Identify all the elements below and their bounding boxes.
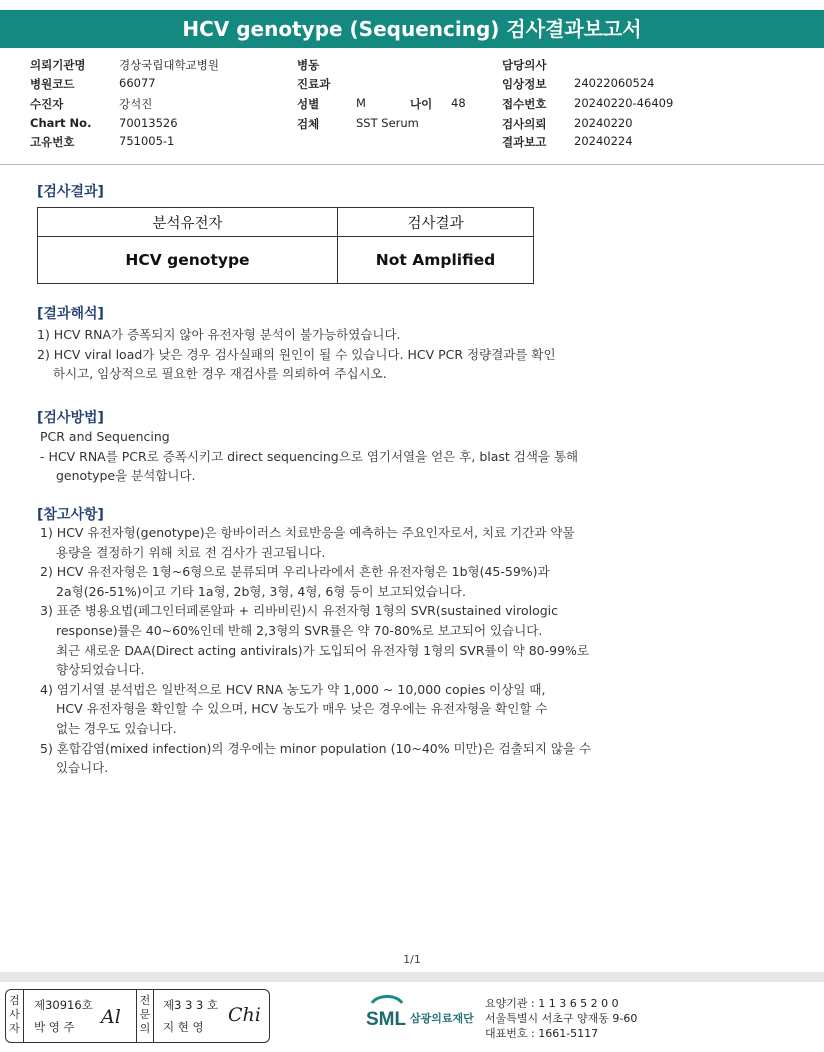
- note-3a: 3) 표준 병용요법(페그인터페론알파 + 리바비린)시 유전자형 1형의 SVR(sustained virologic: [40, 603, 559, 619]
- note-4b: HCV 유전자형을 확인할 수 있으며, HCV 농도가 매우 낮은 경우에는 유전자형을 확인할 수: [56, 701, 548, 717]
- receipt-no-value: 20240220-46409: [574, 96, 674, 110]
- examiner-signature: Al: [101, 1006, 121, 1028]
- specimen-value: SST Serum: [356, 116, 419, 130]
- institution-label: 의뢰기관명: [30, 58, 86, 72]
- interpretation-line-2a: 2) HCV viral load가 낮은 경우 검사실패의 원인이 될 수 있습니다. HCV PCR 정량결과를 확인: [37, 346, 556, 362]
- request-date-value: 20240220: [574, 116, 633, 130]
- note-1b: 용량을 결정하기 위해 치료 전 검사가 권고됩니다.: [56, 544, 326, 560]
- report-date-label: 결과보고: [502, 135, 547, 149]
- sml-logo-icon: [366, 995, 408, 1029]
- clinical-info-label: 임상정보: [502, 77, 547, 91]
- result-cell: Not Amplified: [338, 237, 534, 284]
- method-line-2a: - HCV RNA를 PCR로 증폭시키고 direct sequencing으로 염기서열을 얻은 후, blast 검색을 통해: [40, 448, 579, 464]
- specialist-label-text: 전문의: [139, 994, 151, 1035]
- org-name: 삼광의료재단: [410, 1012, 474, 1025]
- report-date-value: 20240224: [574, 134, 633, 148]
- report-title: HCV genotype (Sequencing) 검사결과보고서: [0, 10, 824, 48]
- col-result-header: 검사결과: [338, 208, 534, 237]
- method-section-title: [검사방법]: [37, 410, 104, 426]
- specimen-label: 검체: [297, 117, 320, 131]
- note-2a: 2) HCV 유전자형은 1형~6형으로 분류되며 우리나라에서 흔한 유전자형은 1b형(45-59%)과: [40, 564, 550, 580]
- examiner-label-text: 검사자: [9, 994, 20, 1035]
- phone: 대표번호 : 1661-5117: [485, 1027, 599, 1040]
- examiner-license: 제30916호: [34, 998, 93, 1012]
- hospital-code-label: 병원코드: [30, 77, 75, 91]
- request-date-label: 검사의뢰: [502, 117, 547, 131]
- dept-label: 진료과: [297, 77, 331, 91]
- age-label: 나이: [410, 97, 433, 111]
- note-5a: 5) 혼합감염(mixed infection)의 경우에는 minor population (10~40% 미만)은 검출되지 않을 수: [40, 740, 592, 756]
- results-section-title: [검사결과]: [37, 184, 104, 200]
- specialist-name: 지 현 영: [163, 1020, 204, 1034]
- specialist-license: 제3 3 3 호: [163, 998, 219, 1012]
- method-text: [40, 427, 578, 486]
- patient-value: 강석진: [119, 97, 153, 111]
- interpretation-text: [37, 325, 556, 384]
- note-3c: 최근 새로운 DAA(Direct acting antivirals)가 도입되어 유전자형 1형의 SVR률이 약 80-99%로: [56, 642, 589, 658]
- interpretation-section-title: [결과해석]: [37, 306, 104, 322]
- note-1a: 1) HCV 유전자형(genotype)은 항바이러스 치료반응을 예측하는 주요인자로서, 치료 기간과 약물: [40, 525, 575, 540]
- specialist-signature: Chi: [228, 1004, 261, 1026]
- patient-label: 수진자: [30, 97, 64, 111]
- receipt-no-label: 접수번호: [502, 97, 547, 111]
- interpretation-line-1: 1) HCV RNA가 증폭되지 않아 유전자형 분석이 불가능하였습니다.: [37, 327, 401, 342]
- note-4c: 없는 경우도 있습니다.: [56, 720, 177, 736]
- method-line-2b: genotype을 분석합니다.: [56, 468, 196, 484]
- col-gene-header: 분석유전자: [38, 208, 338, 237]
- examiner-name: 박 영 주: [34, 1020, 75, 1034]
- header-divider: [0, 164, 824, 165]
- sml-logo-text: SML: [366, 1009, 407, 1029]
- hospital-code-value: 66077: [119, 76, 156, 90]
- page-number: 1/1: [403, 953, 421, 966]
- method-line-1: PCR and Sequencing: [40, 429, 170, 444]
- note-5b: 있습니다.: [56, 760, 109, 776]
- gene-cell: HCV genotype: [38, 237, 338, 284]
- chart-no-value: 70013526: [119, 116, 178, 130]
- note-2b: 2a형(26-51%)이고 기타 1a형, 2b형, 3형, 4형, 6형 등이 보고되었습니다.: [56, 583, 467, 599]
- note-3b: response)률은 40~60%인데 반해 2,3형의 SVR률은 약 70-80%로 보고되어 있습니다.: [56, 622, 543, 638]
- interpretation-line-2b: 하시고, 임상적으로 필요한 경우 재검사를 의뢰하여 주십시오.: [53, 366, 387, 382]
- sex-label: 성별: [297, 97, 320, 111]
- ward-label: 병동: [297, 58, 320, 72]
- results-table: [37, 207, 534, 284]
- address: 서울특별시 서초구 양재동 9-60: [485, 1012, 638, 1025]
- chart-no-label: Chart No.: [30, 116, 92, 130]
- sml-logo: [366, 995, 408, 1033]
- examiner-label: [6, 990, 24, 1042]
- institution-value: 경상국립대학교병원: [119, 58, 219, 72]
- note-3d: 향상되었습니다.: [56, 662, 145, 678]
- age-value: 48: [451, 96, 466, 110]
- clinical-info-value: 24022060524: [574, 76, 655, 90]
- footer-band: [0, 972, 824, 982]
- doctor-label: 담당의사: [502, 58, 547, 72]
- institution-code: 요양기관 : 1 1 3 6 5 2 0 0: [485, 997, 619, 1010]
- specialist-label: [136, 990, 154, 1042]
- signature-box: [5, 989, 270, 1043]
- unique-id-value: 751005-1: [119, 134, 175, 148]
- unique-id-label: 고유번호: [30, 135, 75, 149]
- notes-section-title: [참고사항]: [37, 507, 104, 523]
- notes-text: [40, 523, 591, 778]
- sex-value: M: [356, 96, 366, 110]
- note-4a: 4) 염기서열 분석법은 일반적으로 HCV RNA 농도가 약 1,000 ~ 10,000 copies 이상일 때,: [40, 681, 546, 697]
